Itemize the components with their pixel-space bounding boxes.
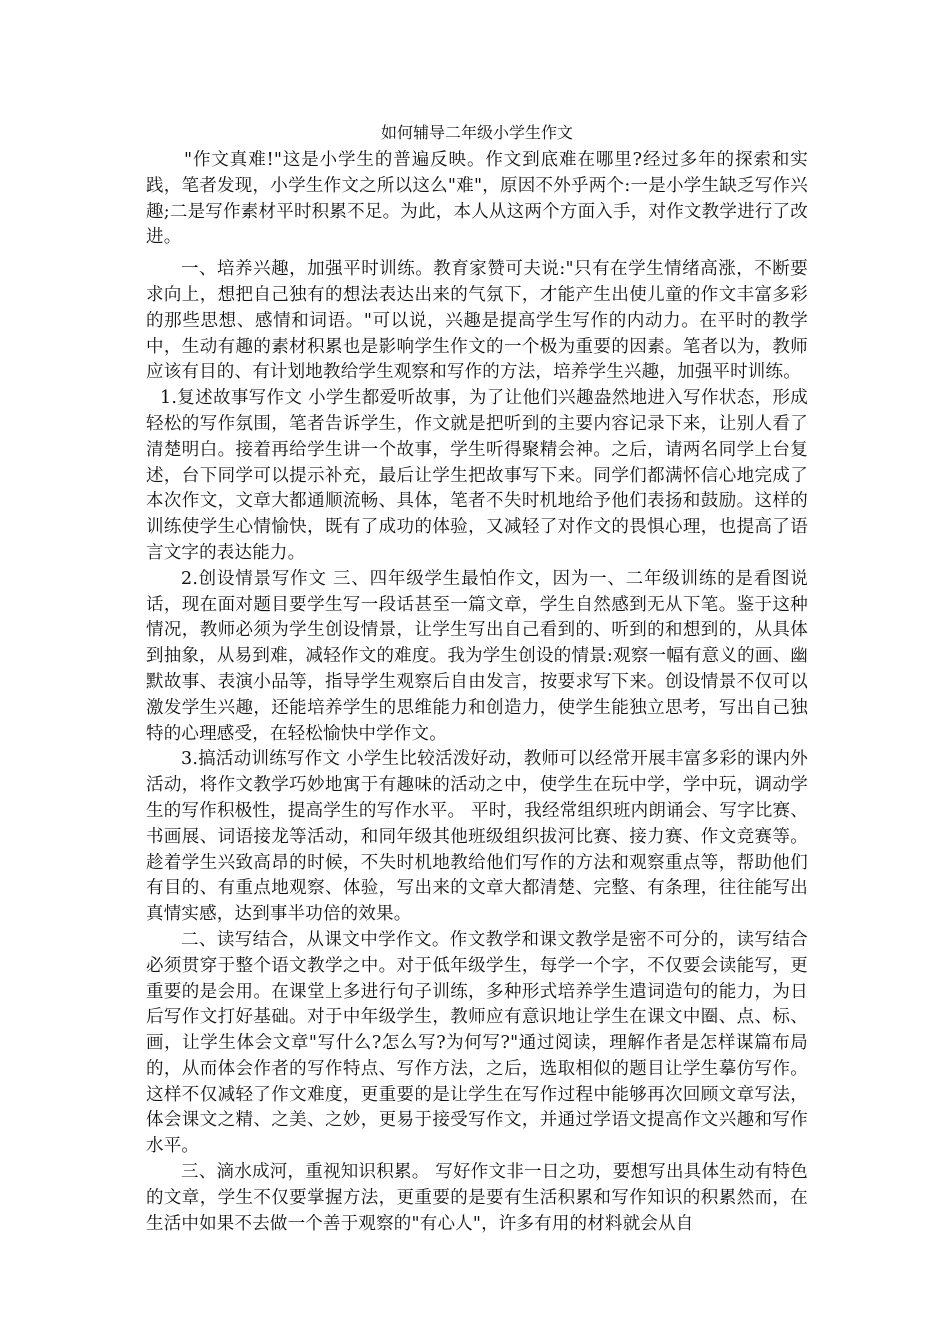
- paragraph-item-2: 2.创设情景写作文 三、四年级学生最怕作文，因为一、二年级训练的是看图说话，现在面对题目要学生写一段话甚至一篇文章，学生自然感到无从下笔。鉴于这种情况，教师必须为学生创设情景，让学生写出自己看到的、听到的和想到的，从具体到抽象，从易到难，减轻作文的难度。我为学生创设的情景:观察一幅有意义的画、幽默故事、表演小品等，指导学生观察后自由发言，按要求写下来。创设情景不仅可以激发学生兴趣，还能培养学生的思维能力和创造力，使学生能独立思考，写出自己独特的心理感受，在轻松愉快中学作文。: [146, 568, 808, 744]
- paragraph-section-2: 二、读写结合，从课文中学作文。作文教学和课文教学是密不可分的，读写结合必须贯穿于整个语文教学之中。对于低年级学生，每学一个字，不仅要会读能写，更重要的是会用。在课堂上多进行句子训练，多种形式培养学生遣词造句的能力，为日后写作文打好基础。对于中年级学生，教师应有意识地让学生在课文中圈、点、标、画，让学生体会文章"写什么?怎么写?为何写?"通过阅读，理解作者是怎样谋篇布局的，从而体会作者的写作特点、写作方法，之后，选取相似的题目让学生摹仿写作。这样不仅减轻了作文难度，更重要的是让学生在写作过程中能够再次回顾文章写法，体会课文之精、之美、之妙，更易于接受写作文，并通过学语文提高作文兴趣和写作水平。: [146, 929, 808, 1157]
- paragraph-item-1: 1.复述故事写作文 小学生都爱听故事，为了让他们兴趣盎然地进入写作状态，形成轻松的写作氛围，笔者告诉学生，作文就是把听到的主要内容记录下来，让别人看了清楚明白。接着再给学生讲一个故事，学生听得聚精会神。之后，请两名同学上台复述，台下同学可以提示补充，最后让学生把故事写下来。同学们都满怀信心地完成了本次作文，文章大都通顺流畅、具体，笔者不失时机地给予他们表扬和鼓励。这样的训练使学生心情愉快，既有了成功的体验，又减轻了对作文的畏惧心理，也提高了语言文字的表达能力。: [146, 388, 808, 563]
- paragraph-section-1: 一、培养兴趣，加强平时训练。教育家赞可夫说:"只有在学生情绪高涨，不断要求向上，想把自己独有的想法表达出来的气氛下，才能产生出使儿童的作文丰富多彩的那些思想、感情和词语。"可以说，兴趣是提高学生写作的内动力。在平时的教学中，生动有趣的素材积累也是影响学生作文的一个极为重要的因素。笔者以为，教师应该有目的、有计划地教给学生观察和写作的方法，培养学生兴趣，加强平时训练。: [146, 259, 808, 383]
- paragraph-intro: "作文真难!"这是小学生的普遍反映。作文到底难在哪里?经过多年的探索和实践，笔者发现，小学生作文之所以这么"难"，原因不外乎两个:一是小学生缺乏写作兴趣;二是写作素材平时积累不足。为此，本人从这两个方面入手，对作文教学进行了改进。: [146, 150, 808, 248]
- paragraph-section-3: 三、滴水成河，重视知识积累。 写好作文非一日之功，要想写出具体生动有特色的文章，学生不仅要掌握方法，更重要的是要有生活积累和写作知识的积累然而，在生活中如果不去做一个善于观察的"有心人"，许多有用的材料就会从自: [146, 1162, 808, 1234]
- document-page: [146, 120, 808, 1237]
- document-title: 如何辅导二年级小学生作文: [380, 123, 573, 142]
- paragraph-item-3: 3.搞活动训练写作文 小学生比较活泼好动，教师可以经常开展丰富多彩的课内外活动，将作文教学巧妙地寓于有趣味的活动之中，使学生在玩中学，学中玩，调动学生的写作积极性，提高学生的写作水平。 平时，我经常组织班内朗诵会、写字比赛、书画展、词语接龙等活动，和同年级其他班级组织拔河比赛、接力赛、作文竞赛等。趁着学生兴致高昂的时候，不失时机地教给他们写作的方法和观察重点等，帮助他们有目的、有重点地观察、体验，写出来的文章大都清楚、完整、有条理，往往能写出真情实感，达到事半功倍的效果。: [146, 749, 808, 925]
